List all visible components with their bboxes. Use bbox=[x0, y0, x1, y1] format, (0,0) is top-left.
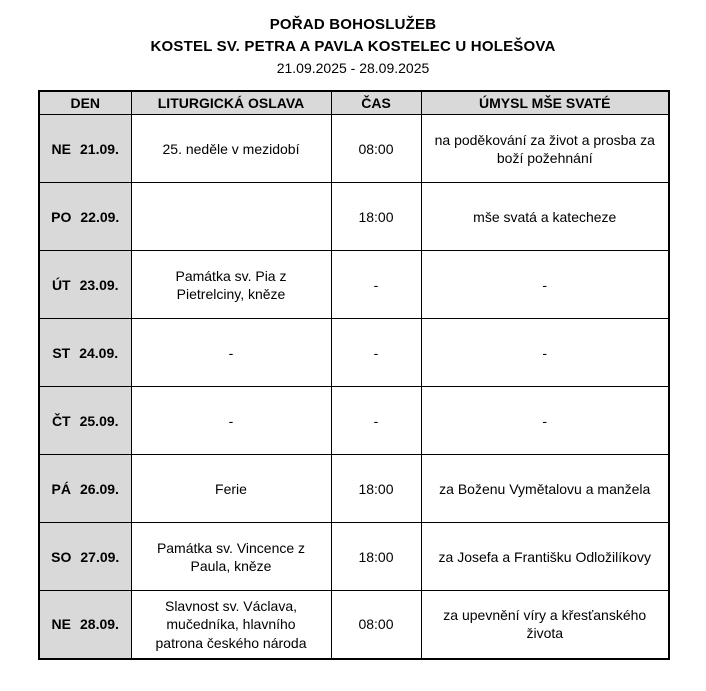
table-row bbox=[39, 387, 669, 455]
day-date: 22.09. bbox=[80, 208, 120, 225]
day-cell bbox=[39, 319, 131, 387]
day-cell bbox=[39, 591, 131, 659]
time-cell: 08:00 bbox=[331, 115, 421, 183]
page-subtitle: KOSTEL SV. PETRA A PAVLA KOSTELEC U HOLEŠOVA bbox=[150, 38, 556, 55]
celebration-cell bbox=[131, 183, 331, 251]
intention-cell: za Josefa a Františku Odložilíkovy bbox=[421, 523, 669, 591]
time-cell: - bbox=[331, 251, 421, 319]
col-header-day: DEN bbox=[39, 91, 131, 115]
day-date: 24.09. bbox=[79, 344, 119, 361]
celebration-cell: - bbox=[131, 319, 331, 387]
day-abbr: PO bbox=[51, 208, 72, 225]
intention-cell: za upevnění víry a křesťanského života bbox=[421, 591, 669, 659]
day-date: 25.09. bbox=[79, 412, 119, 429]
intention-cell: mše svatá a katecheze bbox=[421, 183, 669, 251]
table-row bbox=[39, 455, 669, 523]
day-cell bbox=[39, 251, 131, 319]
col-header-celebration: LITURGICKÁ OSLAVA bbox=[131, 91, 331, 115]
time-cell: 08:00 bbox=[331, 591, 421, 659]
schedule-table-body bbox=[39, 115, 669, 659]
day-abbr: ČT bbox=[51, 412, 71, 429]
table-row bbox=[39, 251, 669, 319]
col-header-intention: ÚMYSL MŠE SVATÉ bbox=[421, 91, 669, 115]
table-row bbox=[39, 319, 669, 387]
celebration-cell: Ferie bbox=[131, 455, 331, 523]
table-row bbox=[39, 115, 669, 183]
intention-cell: - bbox=[421, 319, 669, 387]
day-date: 26.09. bbox=[80, 480, 119, 497]
document-header bbox=[0, 0, 706, 76]
day-cell bbox=[39, 523, 131, 591]
table-row bbox=[39, 183, 669, 251]
date-range: 21.09.2025 - 28.09.2025 bbox=[276, 60, 430, 76]
day-cell bbox=[39, 387, 131, 455]
day-abbr: NE bbox=[51, 616, 71, 633]
celebration-cell: - bbox=[131, 387, 331, 455]
intention-cell: - bbox=[421, 251, 669, 319]
day-abbr: NE bbox=[51, 140, 71, 157]
schedule-table bbox=[38, 90, 670, 660]
intention-cell: - bbox=[421, 387, 669, 455]
day-cell bbox=[39, 183, 131, 251]
day-date: 21.09. bbox=[80, 140, 119, 157]
time-cell: 18:00 bbox=[331, 455, 421, 523]
day-cell bbox=[39, 455, 131, 523]
day-abbr: ST bbox=[52, 344, 71, 361]
celebration-cell: Památka sv. Vincence z Paula, kněze bbox=[131, 523, 331, 591]
time-cell: 18:00 bbox=[331, 183, 421, 251]
day-date: 28.09. bbox=[80, 616, 119, 633]
time-cell: - bbox=[331, 319, 421, 387]
time-cell: - bbox=[331, 387, 421, 455]
col-header-time: ČAS bbox=[331, 91, 421, 115]
table-row bbox=[39, 523, 669, 591]
day-abbr: ÚT bbox=[51, 276, 71, 293]
celebration-cell: 25. neděle v mezidobí bbox=[131, 115, 331, 183]
day-date: 23.09. bbox=[79, 276, 119, 293]
celebration-cell: Památka sv. Pia z Pietrelciny, kněze bbox=[131, 251, 331, 319]
intention-cell: na poděkování za život a prosba za boží požehnání bbox=[421, 115, 669, 183]
time-cell: 18:00 bbox=[331, 523, 421, 591]
day-abbr: PÁ bbox=[51, 480, 71, 497]
table-row bbox=[39, 591, 669, 659]
intention-cell: za Boženu Vymětalovu a manžela bbox=[421, 455, 669, 523]
day-abbr: SO bbox=[51, 548, 72, 565]
page-title: POŘAD BOHOSLUŽEB bbox=[269, 16, 437, 33]
day-date: 27.09. bbox=[80, 548, 120, 565]
table-header-row bbox=[39, 91, 669, 115]
day-cell bbox=[39, 115, 131, 183]
celebration-cell: Slavnost sv. Václava, mučedníka, hlavního patrona českého národa bbox=[131, 591, 331, 659]
